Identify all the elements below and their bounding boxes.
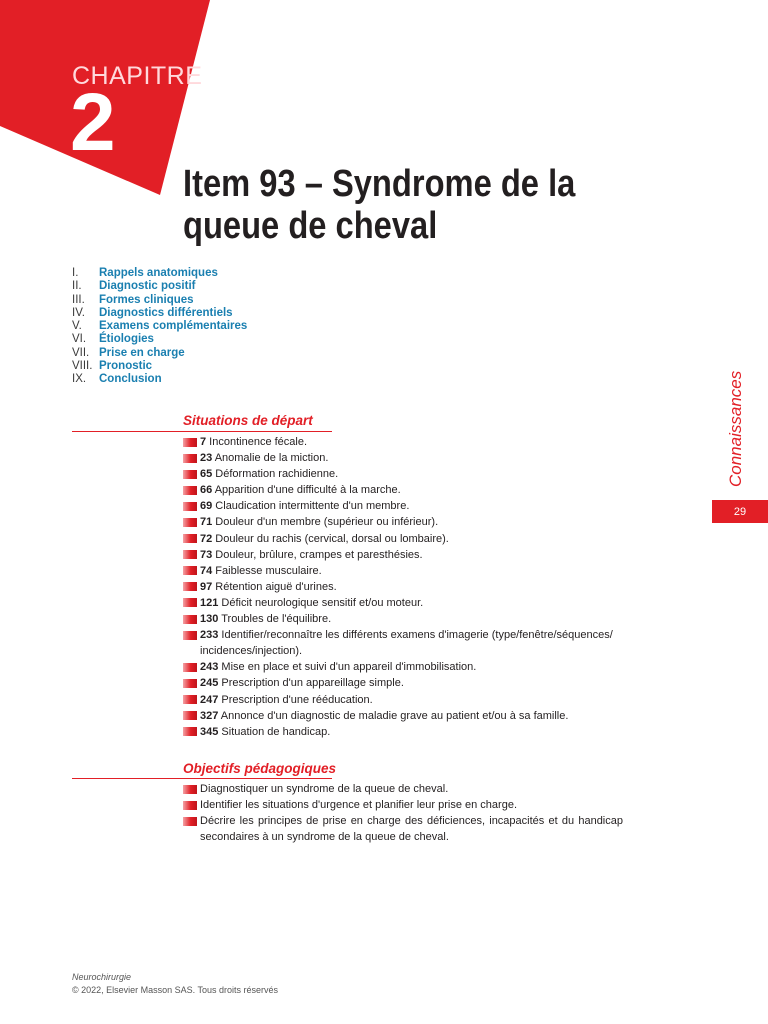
toc-link[interactable]: Étiologies [99, 333, 154, 346]
chapter-label: CHAPITRE [72, 62, 203, 90]
page-number: 29 [712, 501, 768, 523]
list-item [183, 659, 623, 675]
item-text: Douleur d'un membre (supérieur ou inférieur). [212, 516, 439, 529]
list-item [183, 563, 623, 579]
item-text: Décrire les principes de prise en charge des déficiences, incapacités et du handicap secondaires à un syndrome de la queue de cheval. [200, 815, 623, 844]
item-code: 73 [200, 548, 213, 561]
objectives-list [183, 781, 623, 845]
item-code: 65 [200, 468, 213, 481]
list-item [183, 724, 623, 740]
item-text: Situation de handicap. [218, 725, 331, 738]
toc-link[interactable]: Formes cliniques [99, 293, 194, 306]
bullet-icon [183, 785, 197, 794]
bullet-icon [183, 518, 197, 527]
toc-link[interactable]: Pronostic [99, 359, 153, 372]
list-item [183, 434, 623, 450]
situations-list [183, 434, 623, 740]
bullet-icon [183, 631, 197, 640]
list-item [183, 531, 623, 547]
item-code: 233 [200, 629, 219, 642]
toc-link[interactable]: Conclusion [99, 373, 162, 385]
section-divider [72, 431, 332, 432]
bullet-icon [183, 550, 197, 559]
item-text: Claudication intermittente d'un membre. [212, 500, 410, 513]
list-item [183, 813, 623, 845]
item-text: Rétention aiguë d'urines. [212, 580, 337, 593]
item-text: Prescription d'un appareillage simple. [218, 677, 404, 690]
item-text: Déficit neurologique sensitif et/ou moteur. [218, 596, 424, 609]
toc-item[interactable] [72, 360, 247, 373]
toc-link[interactable]: Diagnostics différentiels [99, 306, 233, 319]
toc-item[interactable] [72, 280, 247, 293]
toc-item[interactable] [72, 307, 247, 320]
section-tab-label: Connaissances [726, 370, 745, 487]
bullet-icon [183, 454, 197, 463]
item-code: 71 [200, 516, 213, 529]
bullet-icon [183, 566, 197, 575]
toc-item[interactable] [72, 294, 247, 307]
bullet-icon [183, 711, 197, 720]
item-text: Anomalie de la miction. [212, 452, 329, 465]
bullet-icon [183, 582, 197, 591]
list-item [183, 627, 623, 659]
section-divider [72, 778, 332, 779]
bullet-icon [183, 695, 197, 704]
toc-item[interactable] [72, 373, 247, 386]
list-item [183, 450, 623, 466]
list-item [183, 692, 623, 708]
list-item [183, 547, 623, 563]
toc-number: IV. [72, 306, 86, 319]
toc-item[interactable] [72, 347, 247, 360]
toc-item[interactable] [72, 267, 247, 280]
list-item [183, 611, 623, 627]
list-item [183, 797, 623, 813]
toc-item[interactable] [72, 333, 247, 346]
item-text: Annonce d'un diagnostic de maladie grave au patient et/ou à sa famille. [218, 709, 569, 722]
item-text: Incontinence fécale. [206, 436, 308, 448]
bullet-icon [183, 663, 197, 672]
item-text: Douleur du rachis (cervical, dorsal ou lombaire). [212, 532, 449, 545]
item-text: Douleur, brûlure, crampes et paresthésies. [212, 548, 423, 561]
item-text: Prescription d'une rééducation. [218, 693, 373, 706]
item-code: 245 [200, 677, 219, 690]
toc-link[interactable]: Rappels anatomiques [99, 267, 218, 279]
bullet-icon [183, 438, 197, 447]
item-code: 66 [200, 484, 213, 497]
item-text: Déformation rachidienne. [212, 468, 339, 481]
chapter-number: 2 [70, 77, 116, 168]
item-code: 247 [200, 693, 219, 706]
item-code: 327 [200, 709, 219, 722]
item-code: 345 [200, 725, 219, 738]
toc-number: IX. [72, 373, 87, 385]
bullet-icon [183, 801, 197, 810]
item-text: Faiblesse musculaire. [212, 564, 322, 577]
item-code: 7 [200, 436, 207, 448]
toc-number: II. [72, 280, 82, 293]
item-text: Identifier les situations d'urgence et planifier leur prise en charge. [200, 799, 518, 812]
list-item [183, 579, 623, 595]
item-text: Diagnostiquer un syndrome de la queue de cheval. [200, 783, 449, 795]
toc-number: VI. [72, 333, 87, 346]
list-item [183, 708, 623, 724]
list-item [183, 675, 623, 691]
item-code: 97 [200, 580, 213, 593]
bullet-icon [183, 470, 197, 479]
item-text: Apparition d'une difficulté à la marche. [212, 484, 401, 497]
item-code: 69 [200, 500, 213, 513]
toc-link[interactable]: Prise en charge [99, 346, 185, 359]
bullet-icon [183, 502, 197, 511]
objectives-heading: Objectifs pédagogiques [183, 761, 337, 776]
toc-number: VIII. [72, 359, 93, 372]
table-of-contents [72, 267, 247, 386]
toc-item[interactable] [72, 320, 247, 333]
item-code: 121 [200, 596, 219, 609]
page-title: Item 93 – Syndrome de la queue de cheval [183, 163, 576, 247]
list-item [183, 595, 623, 611]
bullet-icon [183, 817, 197, 826]
item-code: 72 [200, 532, 213, 545]
book-title: Neurochirurgie [72, 972, 132, 982]
bullet-icon [183, 727, 197, 736]
list-item [183, 514, 623, 530]
bullet-icon [183, 615, 197, 624]
footer [72, 971, 278, 997]
copyright: © 2022, Elsevier Masson SAS. Tous droits réservés [72, 985, 279, 995]
list-item [183, 498, 623, 514]
toc-number: III. [72, 293, 85, 306]
toc-link[interactable]: Diagnostic positif [99, 280, 196, 293]
bullet-icon [183, 679, 197, 688]
bullet-icon [183, 598, 197, 607]
bullet-icon [183, 486, 197, 495]
item-code: 130 [200, 613, 219, 626]
item-text: Troubles de l'équilibre. [218, 613, 332, 626]
bullet-icon [183, 534, 197, 543]
list-item [183, 466, 623, 482]
item-code: 243 [200, 661, 219, 674]
item-text: Identifier/reconnaître les différents examens d'imagerie (type/fenêtre/séquences/ incidences/injection). [200, 629, 613, 658]
toc-number: V. [72, 320, 82, 332]
item-code: 74 [200, 564, 213, 577]
item-code: 23 [200, 452, 213, 465]
toc-link[interactable]: Examens complémentaires [99, 320, 248, 332]
toc-number: VII. [72, 346, 90, 359]
toc-number: I. [72, 267, 79, 279]
item-text: Mise en place et suivi d'un appareil d'immobilisation. [218, 661, 477, 674]
situations-heading: Situations de départ [183, 413, 313, 428]
list-item [183, 482, 623, 498]
list-item [183, 781, 623, 797]
